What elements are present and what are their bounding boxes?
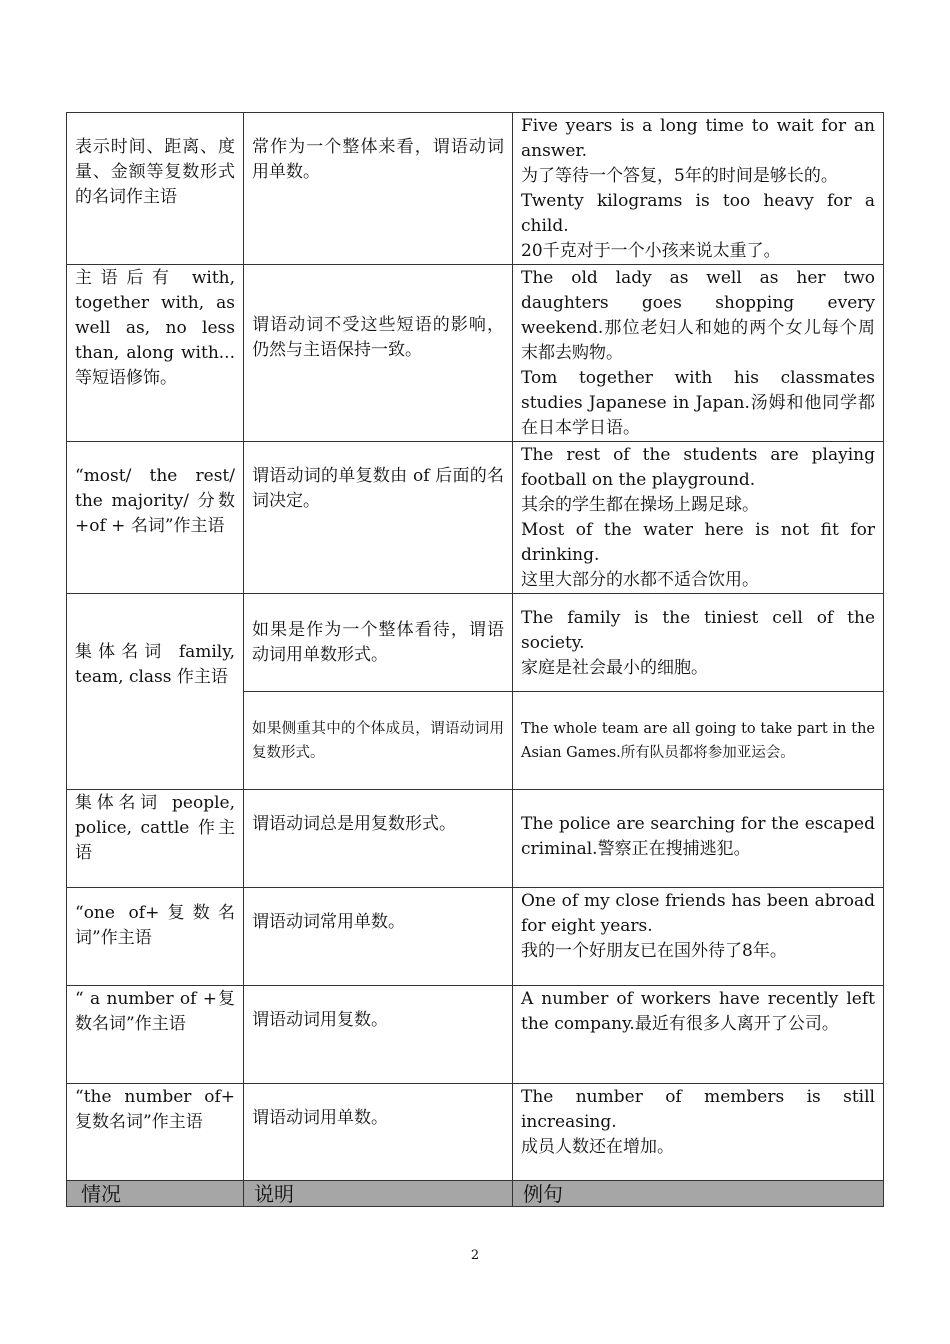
situation-cell: 集体名词 people, police, cattle 作主语: [67, 790, 244, 888]
example-cell: [513, 692, 884, 790]
page-number: 2: [470, 1248, 480, 1263]
example-line: A number of workers have recently left the company.最近有很多人离开了公司。: [521, 989, 875, 1034]
example-cell: [513, 790, 884, 888]
explanation-cell: 如果侧重其中的个体成员，谓语动词用复数形式。: [244, 692, 513, 790]
example-line: Five years is a long time to wait for an answer.: [521, 116, 875, 161]
example-line: 20千克对于一个小孩来说太重了。: [521, 241, 781, 261]
example-cell: [513, 1084, 884, 1181]
example-cell: [513, 986, 884, 1084]
example-cell: [513, 113, 884, 265]
example-line: 这里大部分的水都不适合饮用。: [521, 570, 759, 590]
explanation-cell: 谓语动词常用单数。: [244, 888, 513, 986]
explanation-cell: 谓语动词总是用复数形式。: [244, 790, 513, 888]
example-line: The whole team are all going to take part in the Asian Games.所有队员都将参加亚运会。: [521, 721, 875, 761]
situation-cell: “one of+复数名词”作主语: [67, 888, 244, 986]
explanation-cell: 谓语动词用复数。: [244, 986, 513, 1084]
table-row: [67, 265, 884, 442]
example-line: The old lady as well as her two daughters goes shopping every weekend.那位老妇人和她的两个女儿每个周末都去购物。: [521, 268, 875, 363]
grammar-table: [66, 112, 884, 1207]
explanation-cell: 谓语动词不受这些短语的影响，仍然与主语保持一致。: [244, 265, 513, 442]
example-line: The family is the tiniest cell of the society.: [521, 607, 875, 653]
example-line: Most of the water here is not fit for drinking.: [521, 520, 875, 565]
header-example: 例句: [513, 1181, 884, 1207]
explanation-cell: 如果是作为一个整体看待，谓语动词用单数形式。: [244, 594, 513, 692]
situation-cell: “the number of+ 复数名词”作主语: [67, 1084, 244, 1181]
table-row: [67, 113, 884, 265]
example-cell: [513, 442, 884, 594]
header-situation: 情况: [67, 1181, 244, 1207]
example-line: 为了等待一个答复，5年的时间是够长的。: [521, 166, 838, 186]
example-line: The rest of the students are playing football on the playground.: [521, 445, 875, 490]
table-row: [67, 442, 884, 594]
table-row: [67, 888, 884, 986]
table-row: [67, 986, 884, 1084]
example-line: The police are searching for the escaped criminal.警察正在搜捕逃犯。: [521, 814, 875, 859]
example-line: The number of members is still increasing.: [521, 1087, 875, 1132]
table-row: [67, 790, 884, 888]
example-line: 我的一个好朋友已在国外待了8年。: [521, 941, 787, 961]
situation-cell: 集体名词 family, team, class 作主语: [67, 594, 244, 790]
explanation-cell: 谓语动词的单复数由 of 后面的名词决定。: [244, 442, 513, 594]
situation-cell: “ a number of +复数名词”作主语: [67, 986, 244, 1084]
example-line: 其余的学生都在操场上踢足球。: [521, 495, 759, 515]
table-row: [67, 594, 884, 692]
table-header-row: [67, 1181, 884, 1207]
situation-cell: 表示时间、距离、度量、金额等复数形式的名词作主语: [67, 113, 244, 265]
explanation-cell: 常作为一个整体来看，谓语动词用单数。: [244, 113, 513, 265]
example-cell: [513, 265, 884, 442]
example-cell: [513, 594, 884, 692]
situation-cell: 主语后有 with, together with, as well as, no less than, along with...等短语修饰。: [67, 265, 244, 442]
example-line: 成员人数还在增加。: [521, 1137, 674, 1157]
example-line: One of my close friends has been abroad for eight years.: [521, 891, 875, 936]
explanation-cell: 谓语动词用单数。: [244, 1084, 513, 1181]
example-line: Twenty kilograms is too heavy for a child.: [521, 191, 875, 236]
example-line: Tom together with his classmates studies Japanese in Japan.汤姆和他同学都在日本学日语。: [521, 368, 875, 438]
situation-cell: “most/ the rest/ the majority/ 分数+of + 名词”作主语: [67, 442, 244, 594]
table-row: [67, 1084, 884, 1181]
header-explanation: 说明: [244, 1181, 513, 1207]
example-cell: [513, 888, 884, 986]
example-line: 家庭是社会最小的细胞。: [521, 657, 708, 678]
